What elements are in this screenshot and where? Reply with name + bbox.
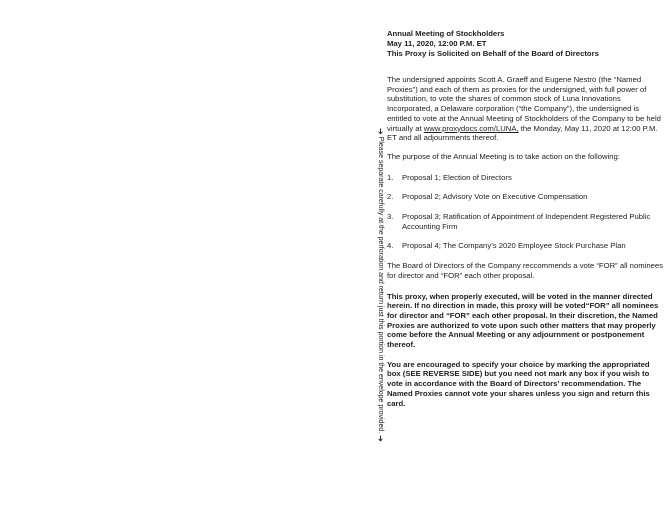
proposal-number: 2.: [387, 192, 394, 202]
proposal-item: [387, 192, 665, 202]
meeting-date: May 11, 2020, 12:00 P.M. ET: [387, 39, 487, 48]
board-recommendation: The Board of Directors of the Company reccommends a vote “FOR” all nominees for director and “FOR” each other proposal.: [387, 261, 664, 280]
proxydocs-link[interactable]: www.proxydocs.com/LUNA,: [423, 123, 519, 133]
perforation-instruction-text: Please separate carefully at the perforation and return just this portion in the envelope provided.: [377, 136, 384, 434]
proposal-item: [387, 241, 665, 251]
proposal-item: [387, 212, 665, 231]
proposal-text: Proposal 3; Ratification of Appointment of Independent Registered Public Accounting Firm: [402, 212, 651, 231]
proxy-card-content: [387, 29, 665, 417]
intro-text-after-link: the Monday, May 11, 2020 at 12:00 P.M. ET and all adjournments thereof.: [387, 123, 658, 143]
voting-instruction: You are encouraged to specify your choice by marking the appropriated box (SEE REVERSE SIDE) but you need not mark any box if you wish to vote in accordance with the Board of Directors’ recommendation. The Named Proxies cannot vote your shares unless you sign and return this card.: [387, 359, 650, 408]
proposal-number: 1.: [387, 172, 394, 182]
title-block: [387, 29, 665, 59]
arrow-end-icon: ➔: [376, 435, 385, 442]
solicitation-heading: This Proxy is Solicited on Behalf of the Board of Directors: [387, 49, 599, 58]
meeting-title: Annual Meeting of Stockholders: [387, 29, 505, 38]
arrow-start-icon: ➔: [376, 128, 385, 135]
perforation-instruction: [376, 128, 384, 442]
proposal-text: Proposal 1; Election of Directors: [402, 172, 512, 182]
proposal-list: [387, 173, 665, 252]
purpose-paragraph: The purpose of the Annual Meeting is to take action on the following:: [387, 151, 620, 161]
proposal-text: Proposal 2; Advisory Vote on Executive Compensation: [402, 192, 588, 202]
intro-text-before-link: The undersigned appoints Scott A. Graeff and Eugene Nestro (the “Named Proxies”) and each of them as proxies for the undersigned, with full power of substitution, to vote the shares of common stock of Luna Innovations Incorporated, a Delaware corporation (“the Company”), the undersigned is entitled to vote at the Annual Meeting of Stockholders of the Company to be held virtually at: [387, 75, 661, 133]
proposal-item: [387, 173, 665, 183]
execution-notice: This proxy, when properly executed, will be voted in the manner directed herein. If no direction in made, this proxy will be voted“FOR” all nominees for director and “FOR” each other proposal. In their discretion, the Named Proxies are authorized to vote upon such other matters that may properly come before the Annual Meeting or any adjournment or postponement thereof.: [387, 291, 659, 350]
proposal-text: Proposal 4; The Company’s 2020 Employee Stock Purchase Plan: [402, 241, 626, 251]
intro-paragraph: [387, 75, 665, 143]
proposal-number: 4.: [387, 241, 394, 251]
proposal-number: 3.: [387, 212, 394, 222]
